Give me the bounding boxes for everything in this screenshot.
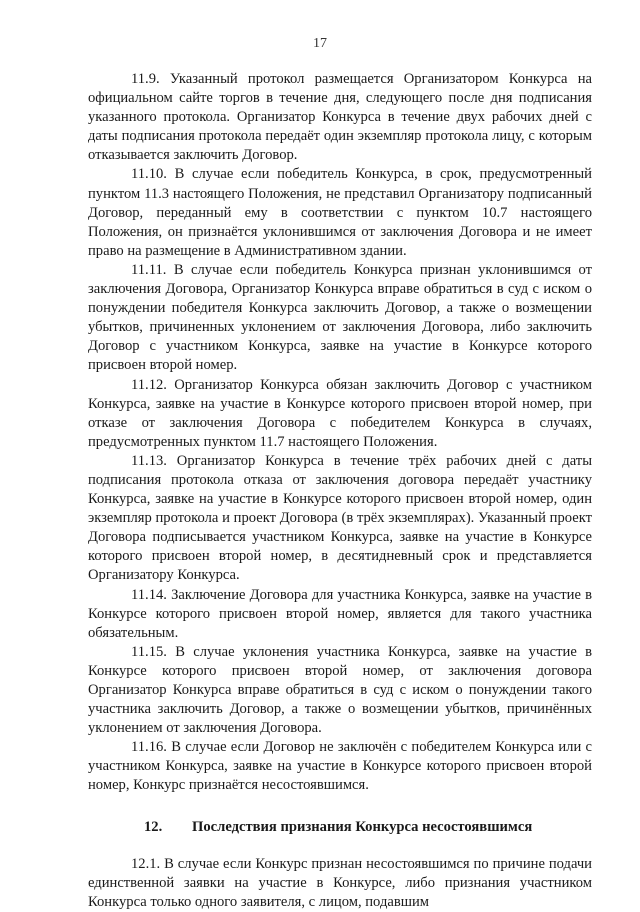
- clause-11-16: 11.16. В случае если Договор не заключён с победителем Конкурса или с участником Конкурса, заявке на участие в Конкурсе которого присвоен второй номер, Конкурс признаётся несостоявшимся.: [88, 739, 592, 794]
- section-title: Последствия признания Конкурса несостоявшимся: [192, 818, 533, 835]
- section-number: 12.: [144, 818, 163, 835]
- document-body: [88, 70, 592, 912]
- clause-11-14: 11.14. Заключение Договора для участника Конкурса, заявке на участие в Конкурсе которого присвоен второй номер, является для такого участника обязательным.: [88, 586, 592, 641]
- clause-11-13: 11.13. Организатор Конкурса в течение трёх рабочих дней с даты подписания протокола отказа от заключения договора передаёт участнику Конкурса, заявке на участие в Конкурсе которого присвоен второй номер, один экземпляр протокола и проект Договора (в трёх экземплярах). Указанный проект Договора подписывается участником Конкурса, заявке на участие в Конкурсе которого присвоен второй номер, в десятидневный срок и представляется Организатору Конкурса.: [88, 452, 592, 584]
- clause-11-11: 11.11. В случае если победитель Конкурса признан уклонившимся от заключения Договора, Организатор Конкурса вправе обратиться в суд с иском о понуждении победителя Конкурса заключить Договор, а также о возмещении убытков, причиненных уклонением от заключения Договора, либо заключить Договор с участником Конкурса, заявке на участие в Конкурсе которого присвоен второй номер.: [88, 261, 592, 374]
- section-heading: [88, 818, 592, 837]
- clause-11-10: 11.10. В случае если победитель Конкурса, в срок, предусмотренный пунктом 11.3 настоящего Положения, не представил Организатору подписанный Договор, переданный ему в соответствии с пунктом 10.7 настоящего Положения, он признаётся уклонившимся от заключения Договора и не имеет право на размещение в Административном здании.: [88, 166, 592, 259]
- clause-11-12: 11.12. Организатор Конкурса обязан заключить Договор с участником Конкурса, заявке на участие в Конкурсе которого присвоен второй номер, при отказе от заключения Договора с победителем Конкурса в случаях, предусмотренных пунктом 11.7 настоящего Положения.: [88, 376, 592, 450]
- clause-11-15: 11.15. В случае уклонения участника Конкурса, заявке на участие в Конкурсе которого присвоен второй номер, от заключения договора Организатор Конкурса вправе обратиться в суд с иском о понуждении такого участника заключить Договор, а также о возмещении убытков, причинённых уклонением от заключения Договора.: [88, 643, 592, 737]
- page-number: 17: [313, 36, 327, 51]
- clause-11-9: 11.9. Указанный протокол размещается Организатором Конкурса на официальном сайте торгов в течение дня, следующего после дня подписания указанного протокола. Организатор Конкурса в течение двух рабочих дней с даты подписания протокола передаёт один экземпляр протокола лицу, с которым отказывается заключить Договор.: [88, 71, 592, 164]
- clause-12-1: 12.1. В случае если Конкурс признан несостоявшимся по причине подачи единственной заявки на участие в Конкурсе, либо признания участником Конкурса только одного заявителя, с лицом, подавшим: [88, 855, 592, 910]
